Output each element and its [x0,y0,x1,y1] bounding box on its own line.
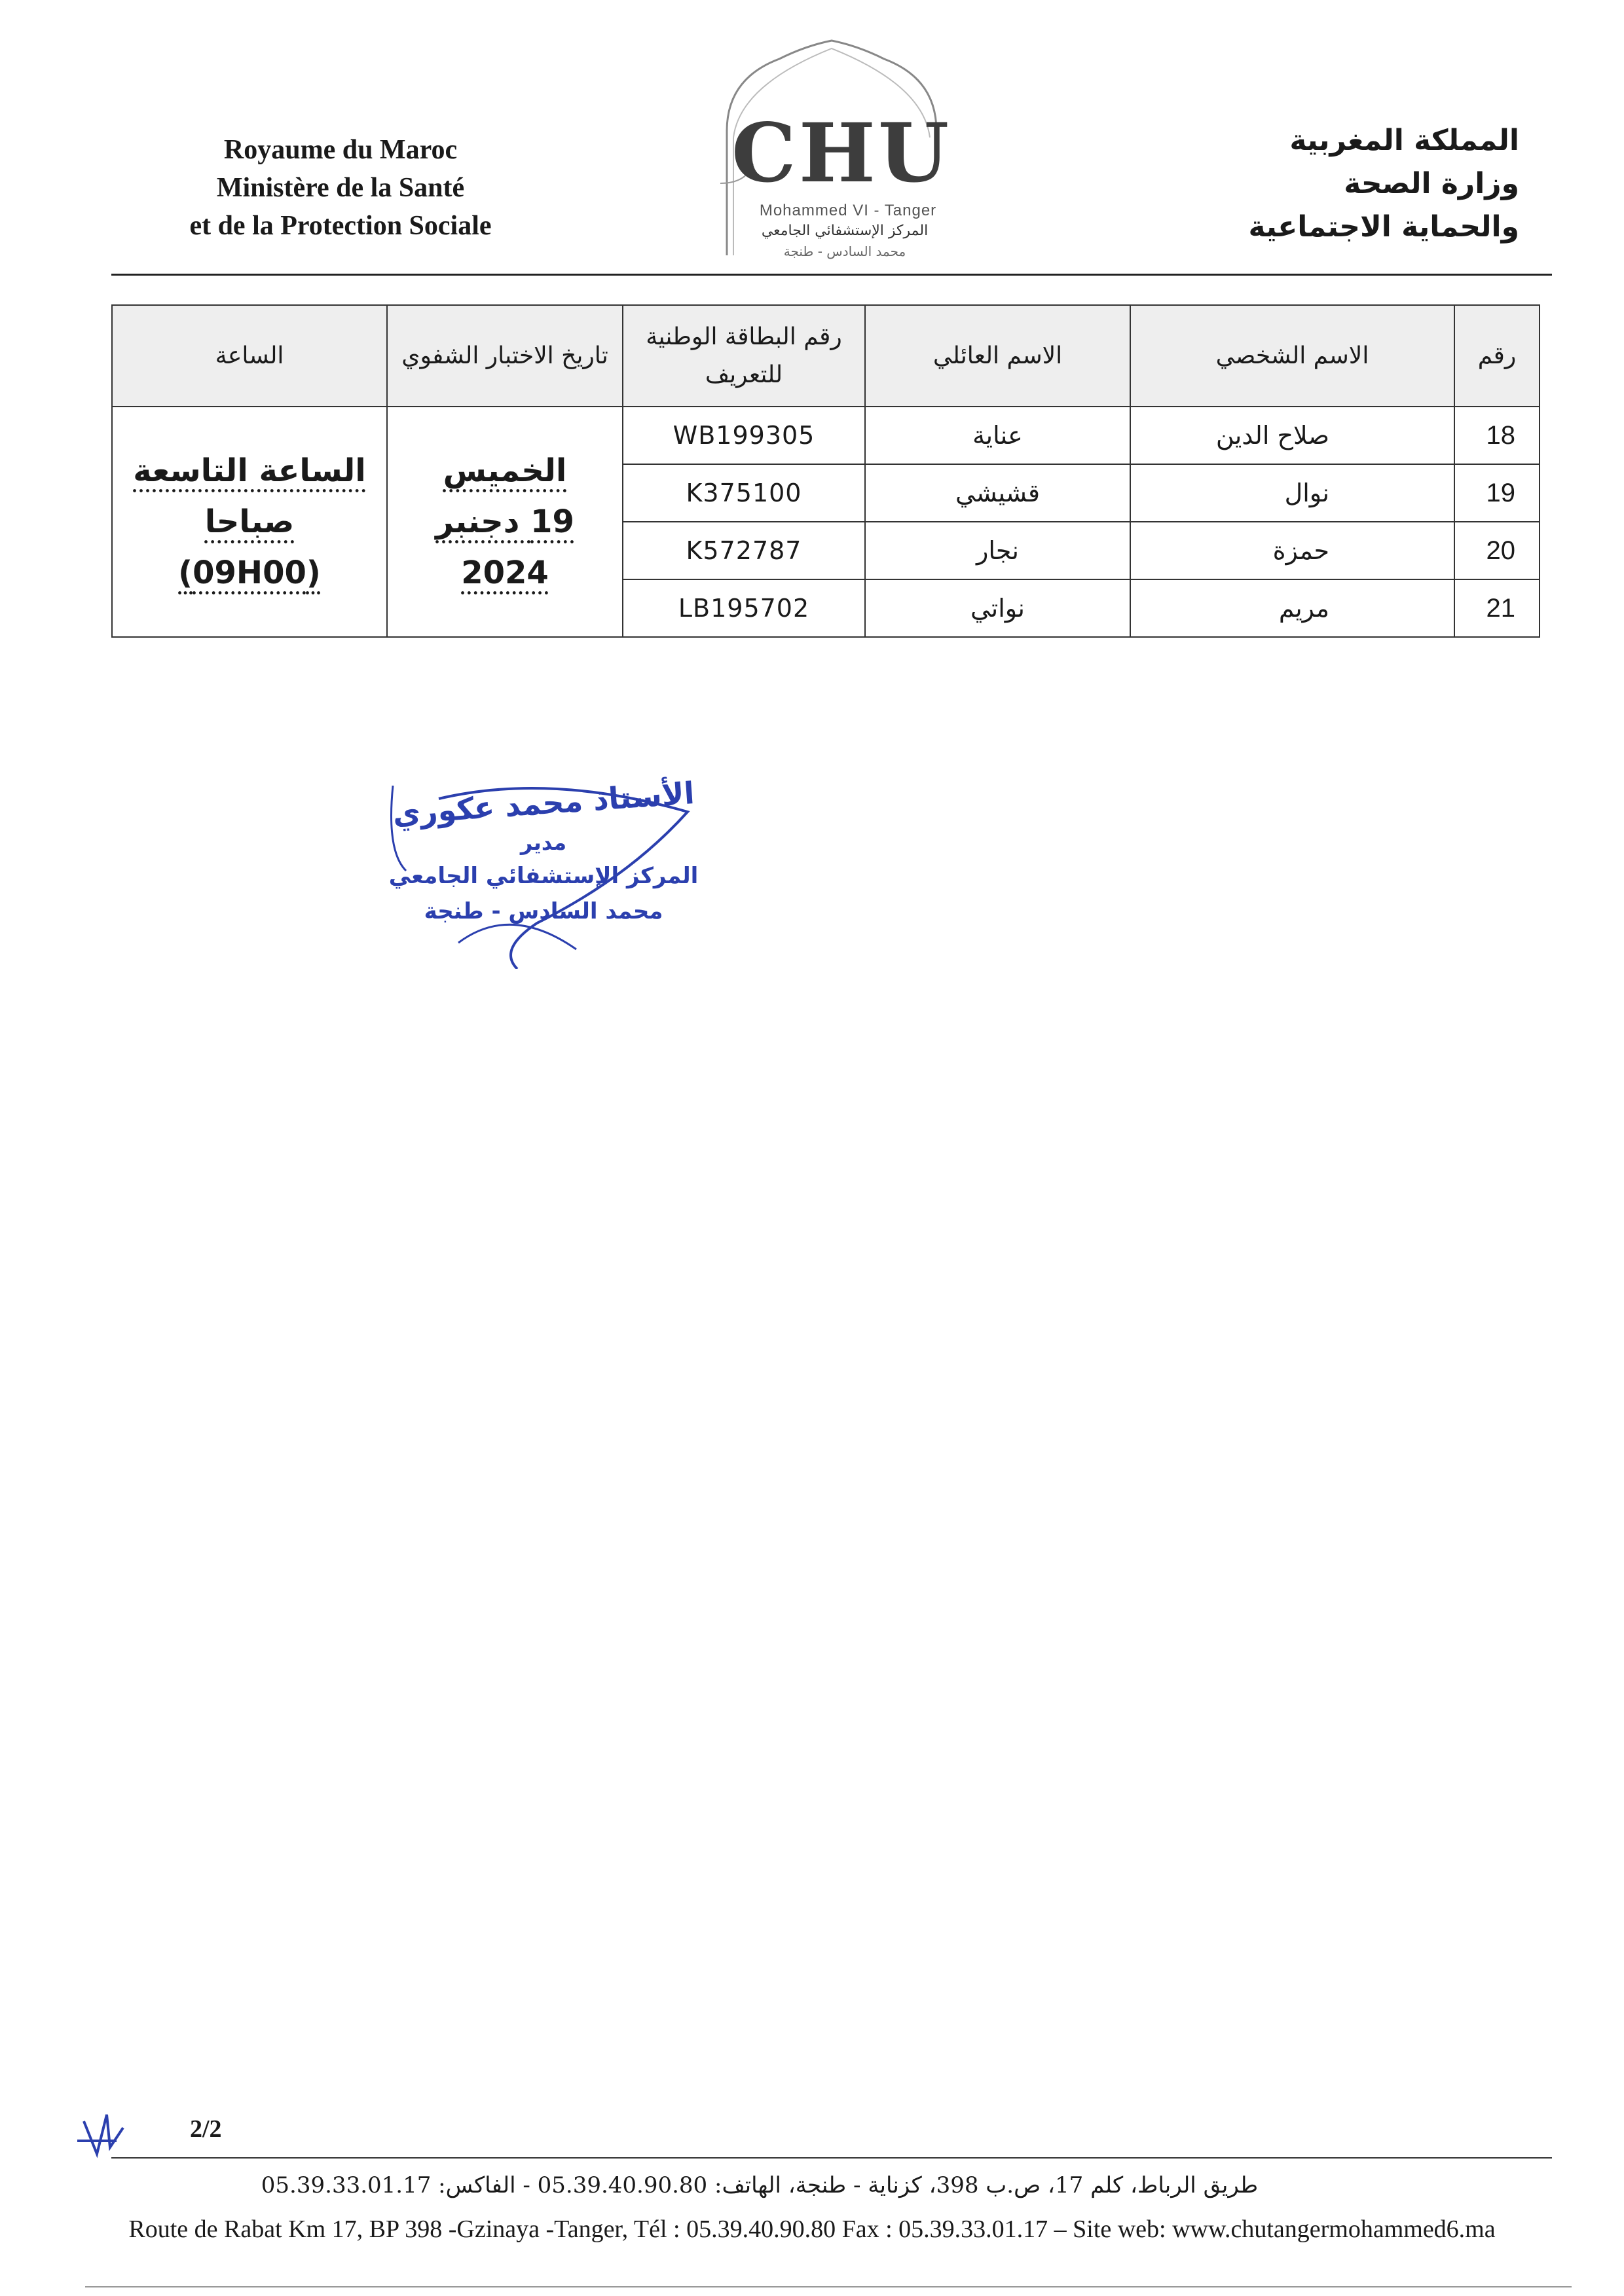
logo-arabic-line2: محمد السادس - طنجة [783,244,906,259]
header-fr-line3: et de la Protection Sociale [189,211,492,241]
stamp-city: محمد السادس - طنجة [424,898,663,924]
footer-address-arabic: طريق الرباط، كلم 17، ص.ب 398، كزناية - طنجة، الهاتف: 05.39.40.90.80 - الفاكس: 05.39.33.01.17 [261,2172,1259,2198]
logo-arabic-line1: المركز الإستشفائي الجامعي [761,223,929,239]
time-line2: صباحا [204,503,295,540]
table-row [112,407,1540,464]
cell-number: 18 [1454,407,1540,464]
footer-address-french: Route de Rabat Km 17, BP 398 -Gzinaya -Tanger, Tél : 05.39.40.90.80 Fax : 05.39.33.01.17 – Site web: www.chutangermohammed6.ma [128,2215,1496,2243]
header-arabic [1218,119,1519,249]
cell-family-name: قشيشي [865,464,1130,522]
cell-family-name: عناية [865,407,1130,464]
time-line1: الساعة التاسعة [133,452,366,489]
cell-cin: K572787 [623,522,865,579]
stamp-title: مدير [520,830,567,855]
cell-first-name: صلاح الدين [1130,407,1454,464]
col-header-family-name: الاسم العائلي [865,305,1130,407]
cell-cin: WB199305 [623,407,865,464]
col-header-first-name: الاسم الشخصي [1130,305,1454,407]
col-header-number: رقم [1454,305,1540,407]
cell-cin: K375100 [623,464,865,522]
header-divider [111,274,1552,276]
cell-family-name: نجار [865,522,1130,579]
schedule-table [111,304,1540,638]
footer-bottom-line [85,2286,1572,2287]
header-fr-line2: Ministère de la Santé [216,173,465,203]
cell-first-name: حمزة [1130,522,1454,579]
col-header-exam-date: تاريخ الاختبار الشفوي [387,305,623,407]
header-ar-line3: والحماية الاجتماعية [1248,210,1519,244]
exam-day: الخميس [443,452,567,489]
time-line3: (09H00) [178,555,321,591]
cell-exam-date [387,407,623,637]
logo-subtitle: Mohammed VI - Tanger [759,202,937,219]
cell-number: 21 [1454,579,1540,637]
cell-number: 20 [1454,522,1540,579]
col-header-time: الساعة [112,305,387,407]
logo-chu-text: CHU [731,106,951,201]
cell-time [112,407,387,637]
header-french [131,131,550,245]
page-number: 2/2 [190,2115,222,2143]
footer-divider [111,2157,1552,2159]
cell-number: 19 [1454,464,1540,522]
exam-date: 19 دجنبر 2024 [435,503,574,591]
col-header-cin: رقم البطاقة الوطنية للتعريف [623,305,865,407]
table-header-row [112,305,1540,407]
cell-cin: LB195702 [623,579,865,637]
cell-first-name: مريم [1130,579,1454,637]
stamp-name: الأستاذ محمد عكوري [391,774,696,832]
stamp-institution: المركز الإستشفائي الجامعي [388,863,699,889]
header-ar-line2: وزارة الصحة [1344,167,1519,200]
cell-family-name: نواتي [865,579,1130,637]
header-fr-line1: Royaume du Maroc [223,135,458,165]
cell-first-name: نوال [1130,464,1454,522]
header-ar-line1: المملكة المغربية [1289,124,1519,157]
